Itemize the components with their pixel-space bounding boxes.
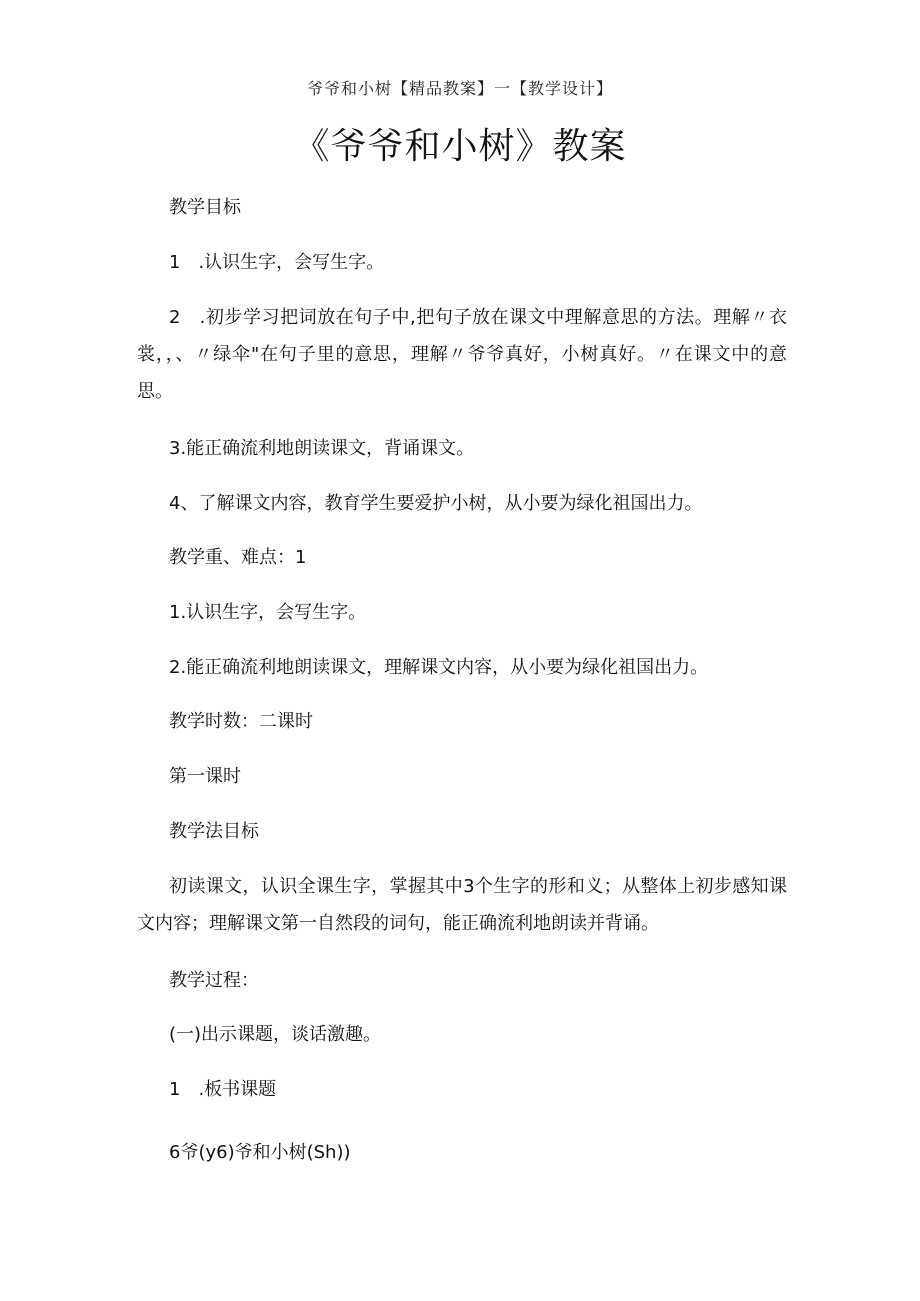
process-step-1-1: 1 .板书课题	[169, 1079, 277, 1100]
board-title: 6爷(y6)爷和小树(Sh))	[169, 1142, 351, 1163]
objectives-heading: 教学目标	[169, 197, 241, 218]
document-title: 《爷爷和小树》教案	[293, 126, 627, 167]
objective-item-1: 1 .认识生字，会写生字。	[169, 252, 385, 273]
process-step-1: (一)出示课题，谈话激趣。	[169, 1024, 382, 1045]
key-point-item-2: 2.能正确流利地朗读课文，理解课文内容，从小要为绿化祖国出力。	[169, 657, 709, 678]
objective-item-4: 4、了解课文内容，教育学生要爱护小树，从小要为绿化祖国出力。	[169, 493, 703, 514]
process-heading: 教学过程：	[169, 970, 259, 991]
key-points-heading: 教学重、难点：1	[169, 547, 307, 568]
method-text: 初读课文，认识全课生字，掌握其中3个生字的形和义；从整体上初步感知课文内容；理解课文第一自然段的词句，能正确流利地朗读并背诵。	[137, 876, 787, 934]
key-point-item-1: 1.认识生字，会写生字。	[169, 602, 367, 623]
document-header: 爷爷和小树【精品教案】一【教学设计】	[306, 79, 613, 98]
objective-item-2: 2 .初步学习把词放在句子中,把句子放在课文中理解意思的方法。理解〃衣裳，，、〃绿伞"在句子里的意思，理解〃爷爷真好，小树真好。〃在课文中的意思。	[137, 307, 787, 402]
method-heading: 教学法目标	[169, 821, 259, 842]
objective-item-3: 3.能正确流利地朗读课文，背诵课文。	[169, 438, 475, 459]
lesson-one-heading: 第一课时	[169, 766, 241, 787]
teaching-hours: 教学时数：二课时	[169, 711, 313, 732]
